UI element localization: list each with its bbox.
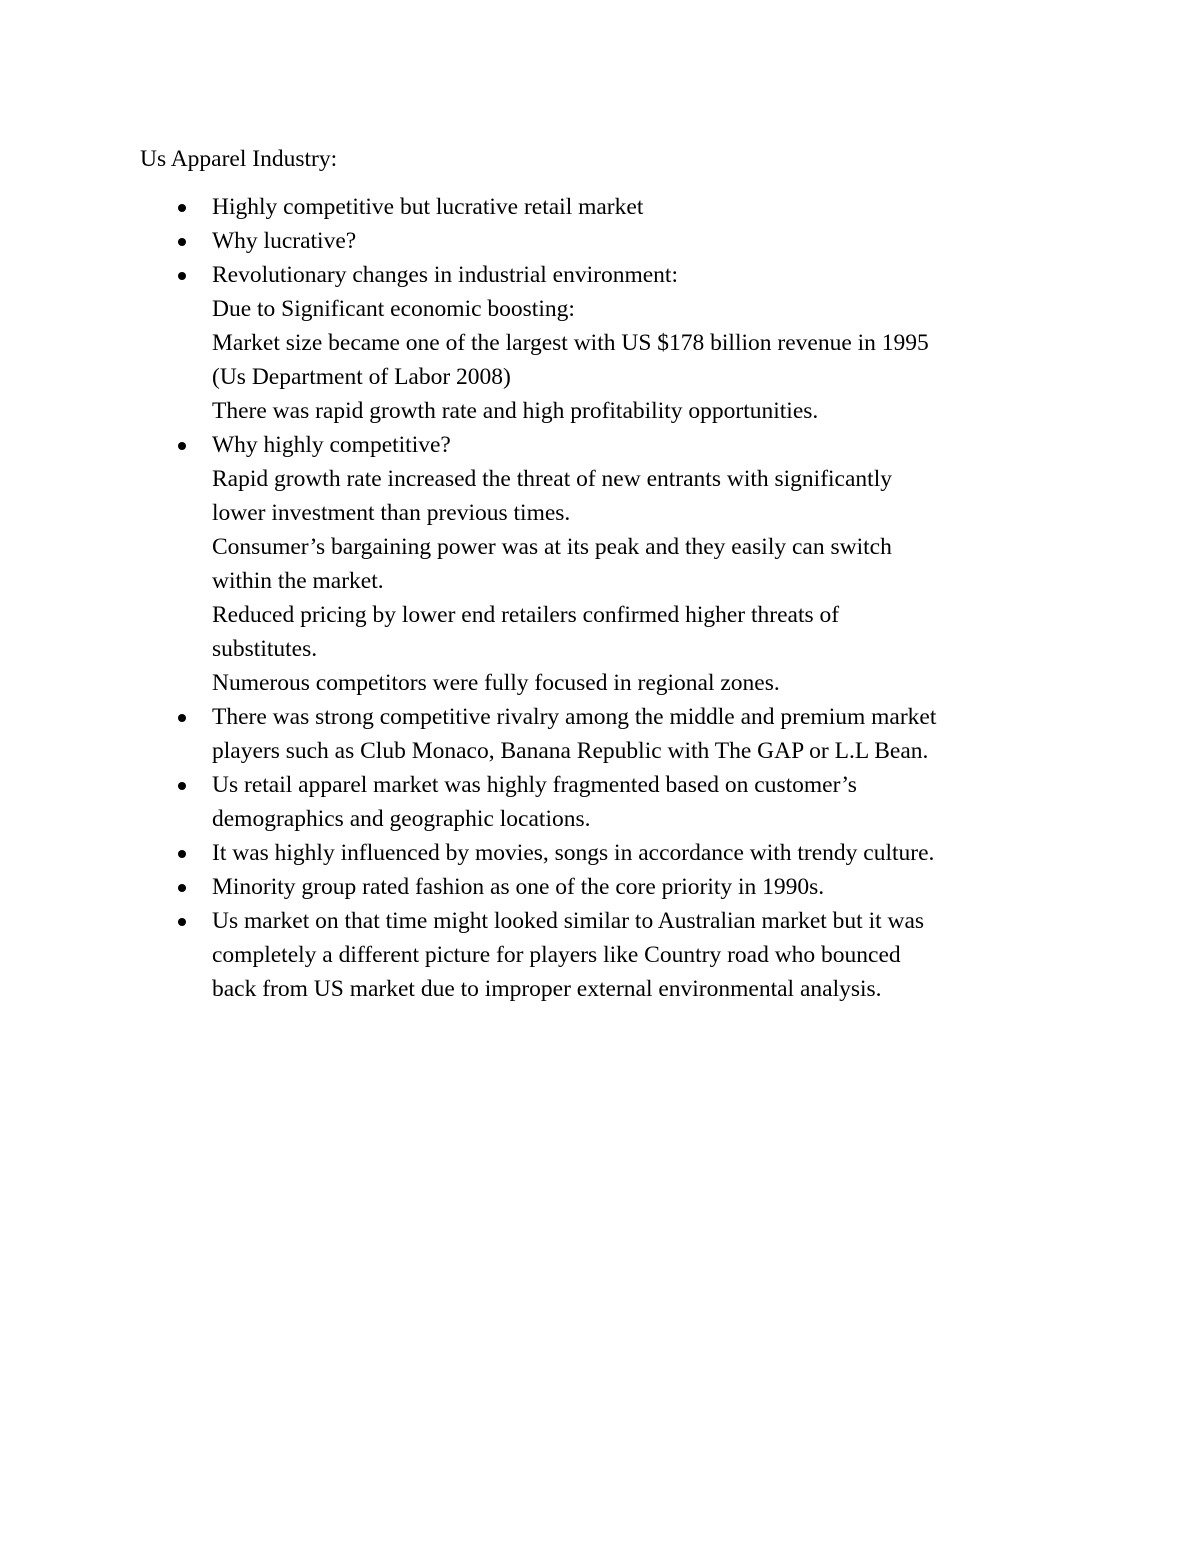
list-item xyxy=(140,700,1080,768)
bullet-icon xyxy=(178,272,186,280)
bullet-icon xyxy=(178,918,186,926)
list-item xyxy=(140,904,1080,1006)
list-item xyxy=(140,870,1080,904)
list-item-line: Market size became one of the largest with US $178 billion revenue in 1995 xyxy=(212,330,929,356)
list-item-line: Reduced pricing by lower end retailers confirmed higher threats of xyxy=(212,602,840,628)
list-item xyxy=(140,836,1080,870)
list-item-line: completely a different picture for players like Country road who bounced xyxy=(212,942,901,968)
bullet-icon xyxy=(178,782,186,790)
list-item xyxy=(140,190,1080,224)
list-item-line: players such as Club Monaco, Banana Republic with The GAP or L.L Bean. xyxy=(212,738,929,764)
list-item-line: lower investment than previous times. xyxy=(212,500,571,526)
list-item-line: back from US market due to improper external environmental analysis. xyxy=(212,976,882,1002)
document-heading: Us Apparel Industry: xyxy=(140,146,338,172)
list-item xyxy=(140,428,1080,700)
bullet-icon xyxy=(178,714,186,722)
list-item-line: Rapid growth rate increased the threat of new entrants with significantly xyxy=(212,466,892,492)
list-item xyxy=(140,224,1080,258)
list-item-line: Highly competitive but lucrative retail market xyxy=(212,194,644,220)
list-item-line: Us market on that time might looked similar to Australian market but it was xyxy=(212,908,925,934)
bullet-icon xyxy=(178,884,186,892)
list-item-line: Why lucrative? xyxy=(212,228,357,254)
list-item xyxy=(140,768,1080,836)
list-item xyxy=(140,258,1080,428)
list-item-line: Due to Significant economic boosting: xyxy=(212,296,575,322)
list-item-line: Us retail apparel market was highly fragmented based on customer’s xyxy=(212,772,857,798)
list-item-line: There was rapid growth rate and high profitability opportunities. xyxy=(212,398,819,424)
list-item-line: (Us Department of Labor 2008) xyxy=(212,364,511,390)
list-item-line: Consumer’s bargaining power was at its peak and they easily can switch xyxy=(212,534,892,560)
bullet-icon xyxy=(178,238,186,246)
list-item-line: Numerous competitors were fully focused in regional zones. xyxy=(212,670,780,696)
list-item-line: There was strong competitive rivalry among the middle and premium market xyxy=(212,704,937,730)
bullet-icon xyxy=(178,204,186,212)
list-item-line: substitutes. xyxy=(212,636,318,662)
list-item-line: Revolutionary changes in industrial environment: xyxy=(212,262,678,288)
bullet-list xyxy=(140,190,1080,1006)
list-item-line: Why highly competitive? xyxy=(212,432,451,458)
list-item-line: within the market. xyxy=(212,568,384,594)
list-item-line: It was highly influenced by movies, songs in accordance with trendy culture. xyxy=(212,840,935,866)
bullet-icon xyxy=(178,850,186,858)
list-item-line: demographics and geographic locations. xyxy=(212,806,591,832)
list-item-line: Minority group rated fashion as one of the core priority in 1990s. xyxy=(212,874,825,900)
bullet-icon xyxy=(178,442,186,450)
